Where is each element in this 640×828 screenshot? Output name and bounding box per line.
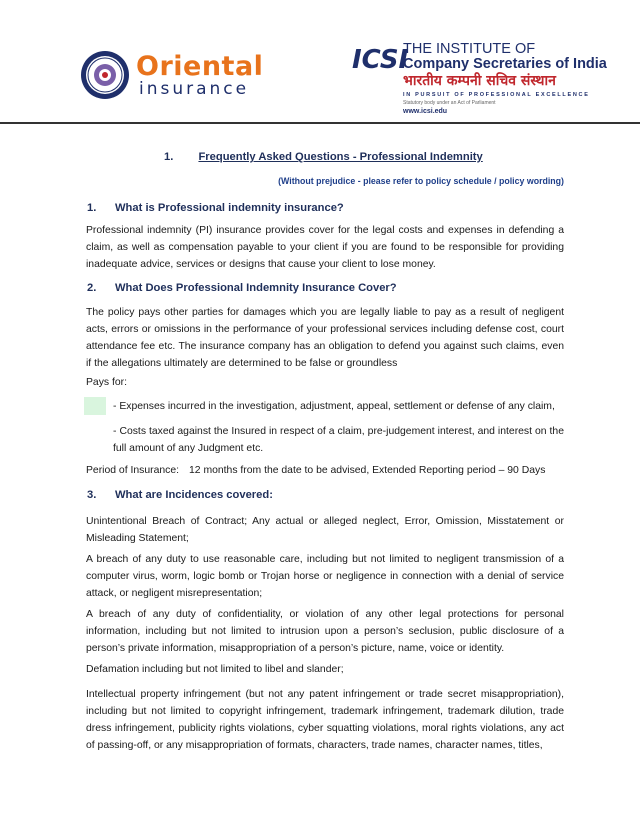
section-1-body: Professional indemnity (PI) insurance provides cover for the legal costs and expenses in defending a claim, as well as compensation payable to your client if you are found to be responsible for providing inadequate advice, services or designs that cause your client to lose money. [86, 225, 564, 270]
oriental-insurance-wordmark [136, 53, 263, 98]
section-2-title: What Does Professional Indemnity Insurance Cover? [115, 282, 397, 294]
icsi-tagline: IN PURSUIT OF PROFESSIONAL EXCELLENCE [403, 92, 590, 98]
bullet-costs: - Costs taxed against the Insured in respect of a claim, pre-judgement interest, and interest on the full amount of any Judgment etc. [113, 426, 564, 454]
bullet-expenses: - Expenses incurred in the investigation, adjustment, appeal, settlement or defense of any claim, [113, 401, 555, 412]
icsi-logo [352, 42, 409, 75]
incidence-paragraph-5: Intellectual property infringement (but not any patent infringement or trade secret misappropriation), including but not limited to copyright infringement, trademark infringement, trademark dilution, trade dress infringement, publicity rights violations, cyber squatting violations, moral rights violations, any act of passing-off, or any misappropriation of formats, characters, trade names, character names, titles, [86, 689, 564, 751]
section-3-heading [87, 489, 273, 501]
incidence-paragraph-4: Defamation including but not limited to libel and slander; [86, 664, 344, 675]
page-header [0, 0, 640, 120]
section-2-number: 2. [87, 282, 97, 294]
period-of-insurance-label: Period of Insurance: [86, 465, 179, 476]
page-title [164, 151, 483, 163]
section-2-body: The policy pays other parties for damages which you are legally liable to pay as a result of negligent acts, errors or omissions in the performance of your professional services including defense cost, court attendance fee etc. The insurance company has an obligation to defend you against such claims, even if the allegations ultimately are determined to be false or groundless [86, 307, 564, 369]
disclaimer-note: (Without prejudice - please refer to policy schedule / policy wording) [278, 176, 564, 186]
section-3-title: What are Incidences covered: [115, 489, 273, 501]
icsi-statutory: Statutory body under an Act of Parliament [403, 100, 496, 106]
section-3-number: 3. [87, 489, 97, 501]
pays-for-label: Pays for: [86, 377, 127, 388]
header-divider [0, 122, 640, 124]
title-text: Frequently Asked Questions - Professional Indemnity [198, 151, 483, 163]
icsi-wordmark [403, 42, 607, 116]
oriental-name: Oriental [136, 51, 264, 82]
highlight-mark [84, 397, 106, 415]
icsi-hindi-name: भारतीय कम्पनी सचिव संस्थान [403, 73, 556, 89]
icsi-acronym: ICSI [352, 45, 409, 75]
period-of-insurance-value: 12 months from the date to be advised, Extended Reporting period – 90 Days [189, 465, 546, 476]
section-2-heading [87, 282, 397, 294]
icsi-website: www.icsi.edu [403, 108, 448, 115]
section-1-number: 1. [87, 202, 97, 214]
icsi-line2: Company Secretaries of India [403, 56, 607, 72]
incidence-paragraph-3: A breach of any duty of confidentiality, or violation of any other legal protections for personal information, including but not limited to intrusion upon a person’s seclusion, public disclosure of a person’s private information, misappropriation of a person’s picture, name, voice or identity. [86, 609, 564, 654]
section-1-title: What is Professional indemnity insurance? [115, 202, 344, 214]
section-1-heading [87, 202, 344, 214]
oriental-insurance-emblem [80, 50, 130, 100]
icsi-line1: THE INSTITUTE OF [403, 41, 536, 57]
incidence-paragraph-2: A breach of any duty to use reasonable care, including but not limited to negligent transmission of a computer virus, worm, logic bomb or Trojan horse or negligence in connection with a denial of service attack, or negligent misrepresentation; [86, 554, 564, 599]
title-number: 1. [164, 151, 174, 163]
incidence-paragraph-1: Unintentional Breach of Contract; Any actual or alleged neglect, Error, Omission, Misstatement or Misleading Statement; [86, 516, 564, 544]
insurance-sub: insurance [139, 79, 250, 99]
